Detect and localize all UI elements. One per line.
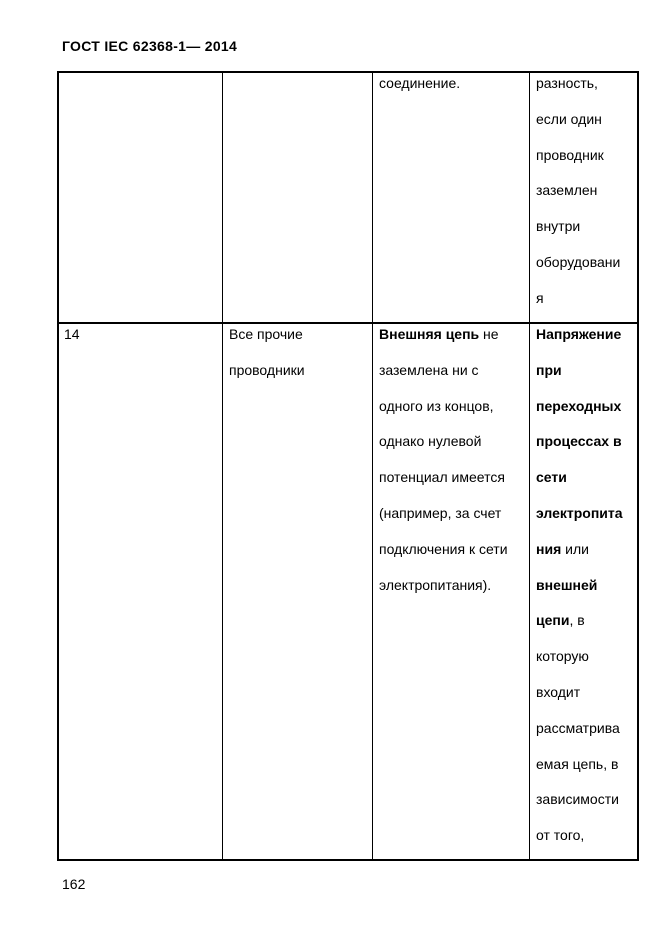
term-bold: при	[536, 361, 562, 378]
cell-text: одного из концов,	[379, 397, 494, 414]
cell-text: заземлен	[536, 182, 598, 199]
term-bold: внешней	[536, 576, 598, 593]
cell-line	[536, 603, 623, 639]
cell-row14-col3	[379, 317, 508, 603]
cell-text: рассматрива	[536, 719, 620, 736]
cell-text: от того,	[536, 827, 585, 844]
cell-text: электропитания).	[379, 576, 492, 593]
cell-text: внутри	[536, 218, 581, 235]
cell-text: или	[561, 540, 589, 557]
cell-text: заземлена ни с	[379, 361, 479, 378]
cell-text: потенциал имеется	[379, 469, 505, 486]
document-header: ГОСТ IEC 62368-1— 2014	[62, 38, 238, 54]
cell-line	[379, 317, 508, 353]
term-bold: цепи	[536, 612, 570, 629]
column-divider	[372, 73, 373, 859]
page-number: 162	[62, 876, 86, 892]
column-divider	[529, 73, 530, 859]
cell-continued-col3	[379, 66, 460, 102]
cell-text: если один	[536, 110, 602, 127]
row-number: 14	[64, 326, 80, 342]
term-bold: Напряжение	[536, 326, 622, 342]
cell-row14-col4	[536, 317, 623, 854]
cell-text: не	[479, 326, 499, 342]
column-divider	[222, 73, 223, 859]
cell-text: (например, за счет	[379, 504, 502, 521]
cell-text: соединение.	[379, 75, 461, 91]
cell-text: которую	[536, 648, 589, 665]
cell-text: входит	[536, 683, 581, 700]
term-bold: ния	[536, 540, 562, 557]
cell-text: подключения к сети	[379, 540, 508, 557]
cell-text: оборудовани	[536, 253, 621, 270]
cell-text: я	[536, 289, 544, 306]
term-bold: Внешняя цепь	[379, 326, 480, 342]
cell-text: емая цепь, в	[536, 755, 619, 772]
cell-text: разность,	[536, 75, 598, 91]
cell-text: проводник	[536, 146, 604, 163]
cell-text: однако нулевой	[379, 433, 482, 450]
cell-text: Все прочие	[229, 326, 303, 342]
cell-row-number	[64, 317, 80, 353]
term-bold: сети	[536, 469, 567, 486]
term-bold: процессах в	[536, 433, 622, 450]
term-bold: электропита	[536, 504, 623, 521]
cell-text: зависимости	[536, 791, 619, 808]
term-bold: переходных	[536, 397, 622, 414]
cell-row14-col2	[229, 317, 305, 389]
cell-line	[536, 532, 623, 568]
data-table	[57, 71, 639, 861]
cell-text: проводники	[229, 361, 305, 378]
cell-text: , в	[569, 612, 585, 629]
cell-continued-col4	[536, 66, 620, 317]
